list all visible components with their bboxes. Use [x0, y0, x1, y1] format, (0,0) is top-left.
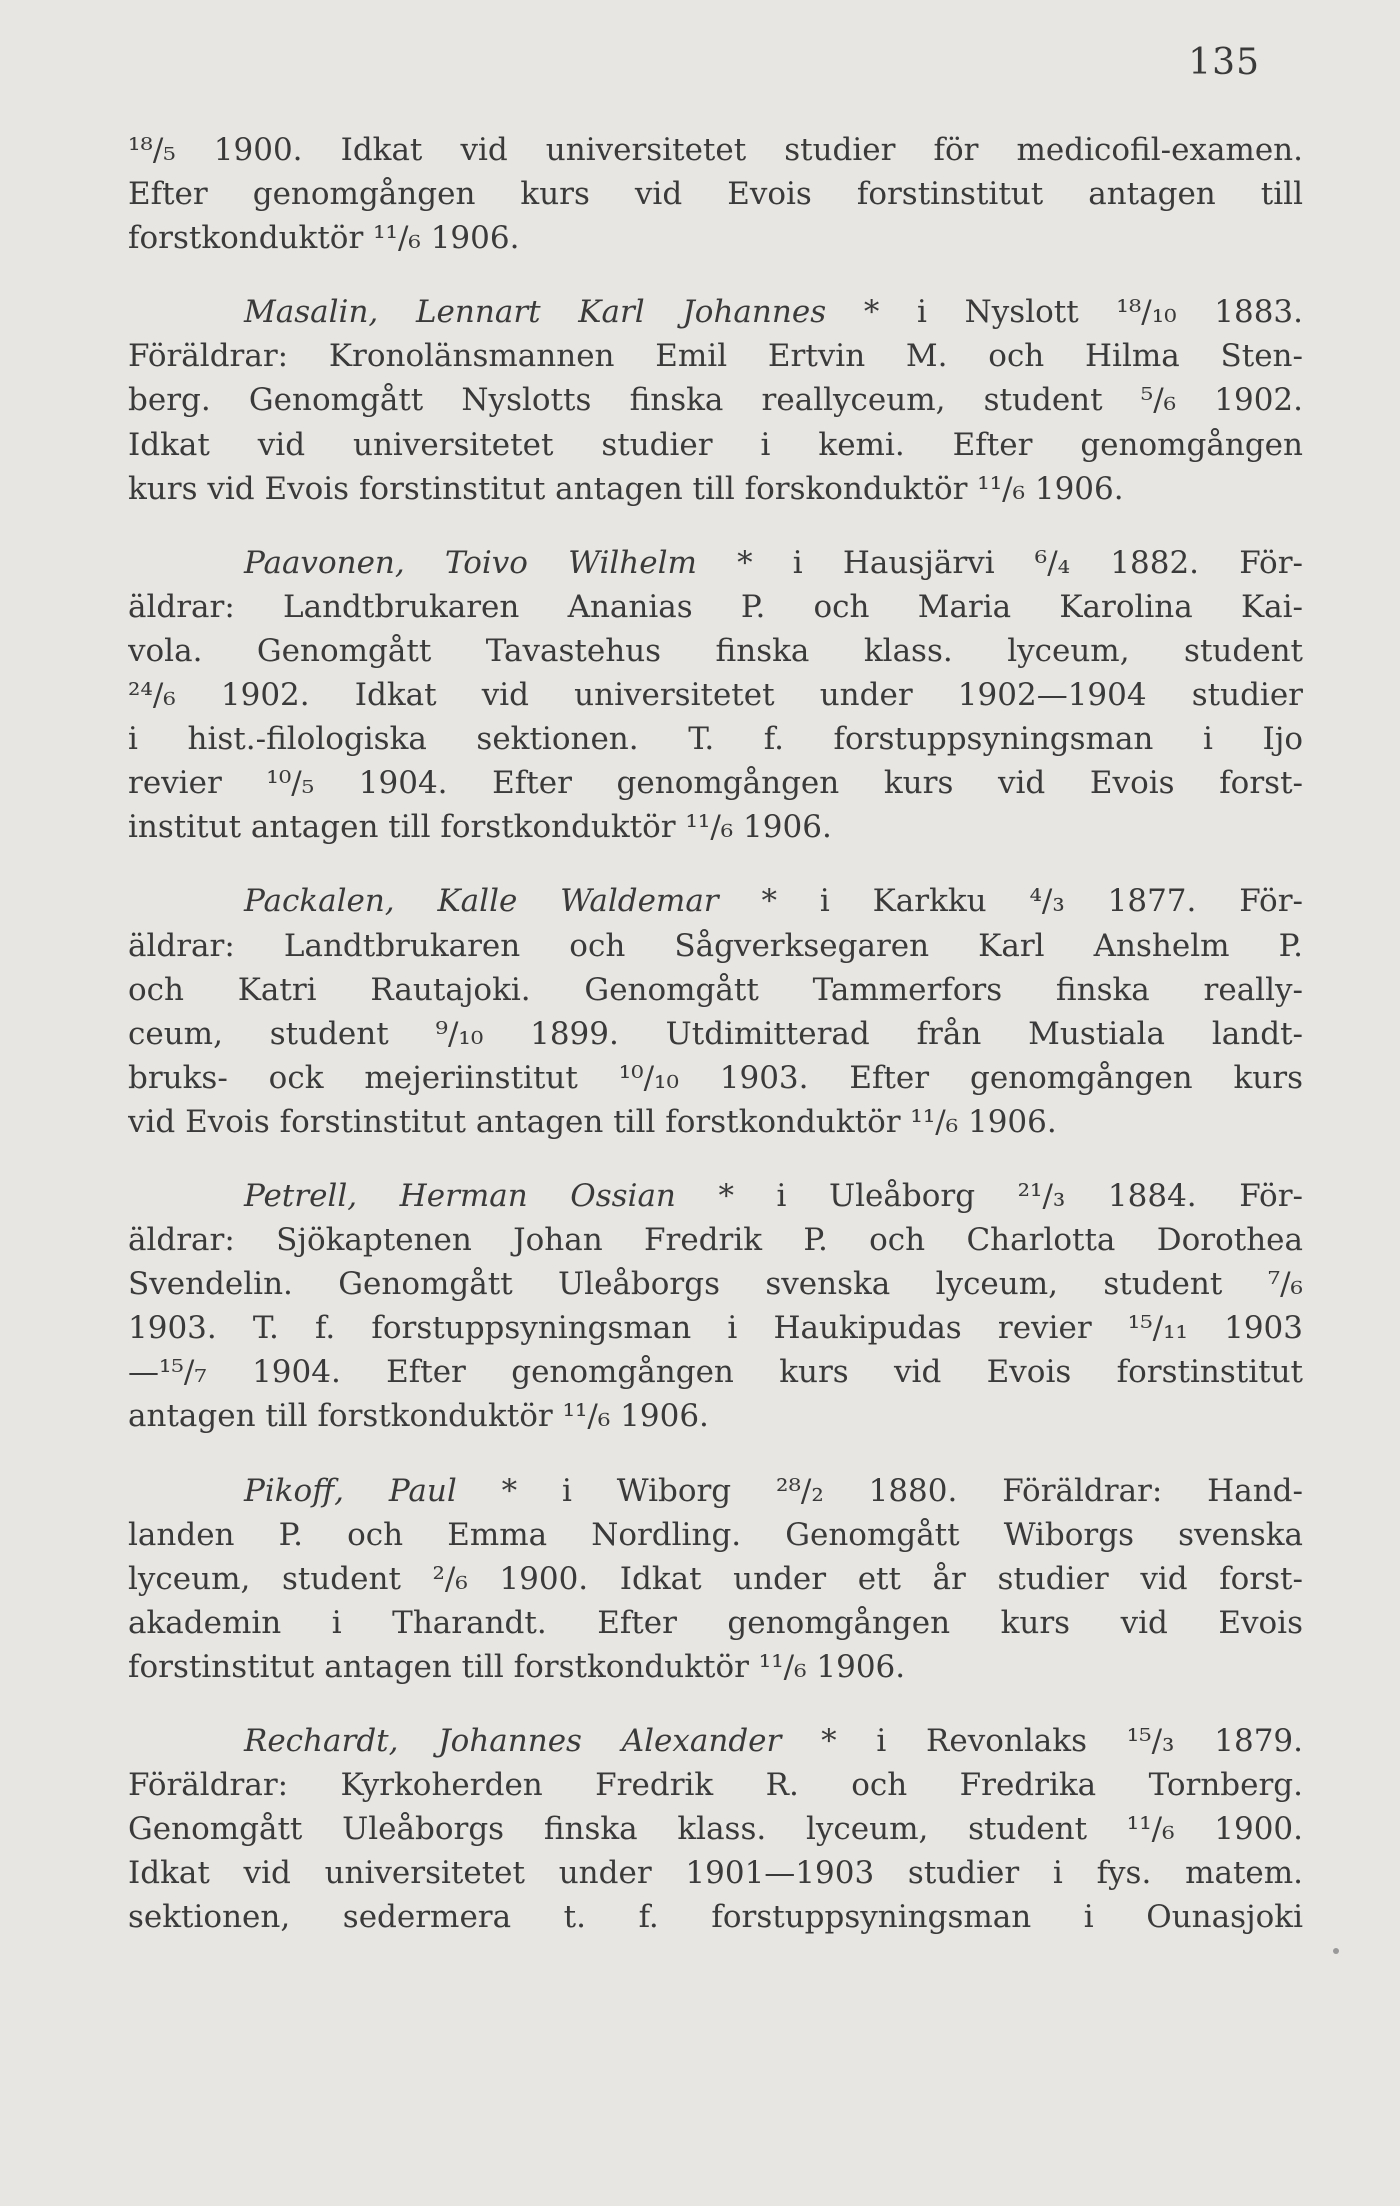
text-line — [128, 378, 1303, 422]
body-text — [128, 128, 1303, 1969]
line-text: * i Uleåborg ²¹/₃ 1884. För- — [675, 1177, 1303, 1214]
line-text: revier ¹⁰/₅ 1904. Efter genomgången kurs vid Evois forst- — [128, 765, 1303, 802]
line-text: äldrar: Landtbrukaren och Sågverksegaren Karl Anshelm P. — [128, 927, 1303, 964]
person-name: Masalin, Lennart Karl Johannes — [244, 294, 827, 331]
line-text: berg. Genomgått Nyslotts finska reallyceum, student ⁵/₆ 1902. — [128, 382, 1303, 419]
biography-entry — [128, 290, 1303, 510]
text-line — [128, 717, 1303, 761]
line-text: ²⁴/₆ 1902. Idkat vid universitetet under 1902—1904 studier — [128, 677, 1303, 714]
biography-entry — [128, 1174, 1303, 1439]
text-line — [128, 541, 1303, 585]
text-line — [128, 1645, 1303, 1689]
text-line — [128, 128, 1303, 172]
text-line — [128, 1851, 1303, 1895]
text-line — [128, 1557, 1303, 1601]
line-text: akademin i Tharandt. Efter genomgången kurs vid Evois — [128, 1604, 1303, 1641]
text-line — [128, 1601, 1303, 1645]
text-line — [128, 1350, 1303, 1394]
text-line — [128, 1719, 1303, 1763]
line-text: Föräldrar: Kyrkoherden Fredrik R. och Fredrika Tornberg. — [128, 1767, 1303, 1804]
line-text: * i Hausjärvi ⁶/₄ 1882. För- — [696, 544, 1303, 581]
text-line — [128, 1174, 1303, 1218]
text-line — [128, 924, 1303, 968]
text-line — [128, 629, 1303, 673]
line-text: forstkonduktör ¹¹/₆ 1906. — [128, 220, 520, 257]
line-text: ceum, student ⁹/₁₀ 1899. Utdimitterad från Mustiala landt- — [128, 1015, 1303, 1052]
text-line — [128, 805, 1303, 849]
text-line — [128, 216, 1303, 260]
text-line — [128, 879, 1303, 923]
line-text: Svendelin. Genomgått Uleåborgs svenska lyceum, student ⁷/₆ — [128, 1266, 1303, 1303]
line-text: vola. Genomgått Tavastehus finska klass. lyceum, student — [128, 632, 1303, 669]
line-text: bruks- ock mejeriinstitut ¹⁰/₁₀ 1903. Efter genomgången kurs — [128, 1059, 1303, 1096]
line-text: * i Wiborg ²⁸/₂ 1880. Föräldrar: Hand- — [456, 1472, 1303, 1509]
text-line — [128, 1100, 1303, 1144]
text-line — [128, 1394, 1303, 1438]
biography-entry — [128, 128, 1303, 260]
person-name: Rechardt, Johannes Alexander — [244, 1723, 782, 1759]
biography-entry — [128, 879, 1303, 1144]
person-name: Petrell, Herman Ossian — [244, 1177, 676, 1214]
line-text: äldrar: Sjökaptenen Johan Fredrik P. och Charlotta Dorothea — [128, 1222, 1303, 1259]
line-text: antagen till forstkonduktör ¹¹/₆ 1906. — [128, 1398, 709, 1435]
text-line — [128, 290, 1303, 334]
line-text: 1903. T. f. forstuppsyningsman i Haukipudas revier ¹⁵/₁₁ 1903 — [128, 1310, 1303, 1347]
line-text: forstinstitut antagen till forstkonduktör ¹¹/₆ 1906. — [128, 1648, 906, 1685]
line-text: äldrar: Landtbrukaren Ananias P. och Maria Karolina Kai- — [128, 588, 1303, 625]
text-line — [128, 1895, 1303, 1939]
person-name: Pikoff, Paul — [244, 1472, 457, 1509]
text-line — [128, 1262, 1303, 1306]
text-line — [128, 1763, 1303, 1807]
line-text: landen P. och Emma Nordling. Genomgått Wiborgs svenska — [128, 1516, 1303, 1553]
line-text: sektionen, sedermera t. f. forstuppsyningsman i Ounasjoki — [128, 1899, 1303, 1936]
line-text: institut antagen till forstkonduktör ¹¹/₆ 1906. — [128, 809, 832, 846]
person-name: Paavonen, Toivo Wilhelm — [244, 544, 697, 581]
text-line — [128, 172, 1303, 216]
line-text: och Katri Rautajoki. Genomgått Tammerfors finska really- — [128, 971, 1303, 1008]
text-line — [128, 585, 1303, 629]
text-line — [128, 968, 1303, 1012]
ink-speck — [1333, 1948, 1339, 1954]
line-text: lyceum, student ²/₆ 1900. Idkat under ett år studier vid forst- — [128, 1560, 1303, 1597]
text-line — [128, 1807, 1303, 1851]
text-line — [128, 1513, 1303, 1557]
line-text: Idkat vid universitetet studier i kemi. Efter genomgången — [128, 426, 1303, 463]
text-line — [128, 1306, 1303, 1350]
text-line — [128, 1218, 1303, 1262]
line-text: Idkat vid universitetet under 1901—1903 studier i fys. matem. — [128, 1855, 1303, 1892]
person-name: Packalen, Kalle Waldemar — [244, 883, 719, 920]
text-line — [128, 673, 1303, 717]
biography-entry — [128, 541, 1303, 850]
biography-entry — [128, 1469, 1303, 1689]
line-text: kurs vid Evois forstinstitut antagen till forskonduktör ¹¹/₆ 1906. — [128, 470, 1124, 507]
text-line — [128, 1056, 1303, 1100]
text-line — [128, 467, 1303, 511]
text-line — [128, 761, 1303, 805]
biography-entry — [128, 1719, 1303, 1939]
text-line — [128, 1012, 1303, 1056]
line-text: ¹⁸/₅ 1900. Idkat vid universitetet studier för medicofil-examen. — [128, 132, 1303, 168]
text-line — [128, 1469, 1303, 1513]
line-text: —¹⁵/₇ 1904. Efter genomgången kurs vid Evois forstinstitut — [128, 1354, 1303, 1391]
line-text: Efter genomgången kurs vid Evois forstinstitut antagen till — [128, 176, 1303, 213]
text-line — [128, 423, 1303, 467]
line-text: vid Evois forstinstitut antagen till forstkonduktör ¹¹/₆ 1906. — [128, 1103, 1057, 1140]
line-text: * i Nyslott ¹⁸/₁₀ 1883. — [826, 294, 1303, 331]
line-text: Föräldrar: Kronolänsmannen Emil Ertvin M. och Hilma Sten- — [128, 338, 1303, 375]
line-text: i hist.-filologiska sektionen. T. f. forstuppsyningsman i Ijo — [128, 721, 1303, 758]
page-number: 135 — [1188, 42, 1260, 83]
line-text: * i Karkku ⁴/₃ 1877. För- — [718, 883, 1303, 920]
text-line — [128, 334, 1303, 378]
line-text: * i Revonlaks ¹⁵/₃ 1879. — [781, 1723, 1303, 1759]
line-text: Genomgått Uleåborgs finska klass. lyceum, student ¹¹/₆ 1900. — [128, 1811, 1303, 1848]
